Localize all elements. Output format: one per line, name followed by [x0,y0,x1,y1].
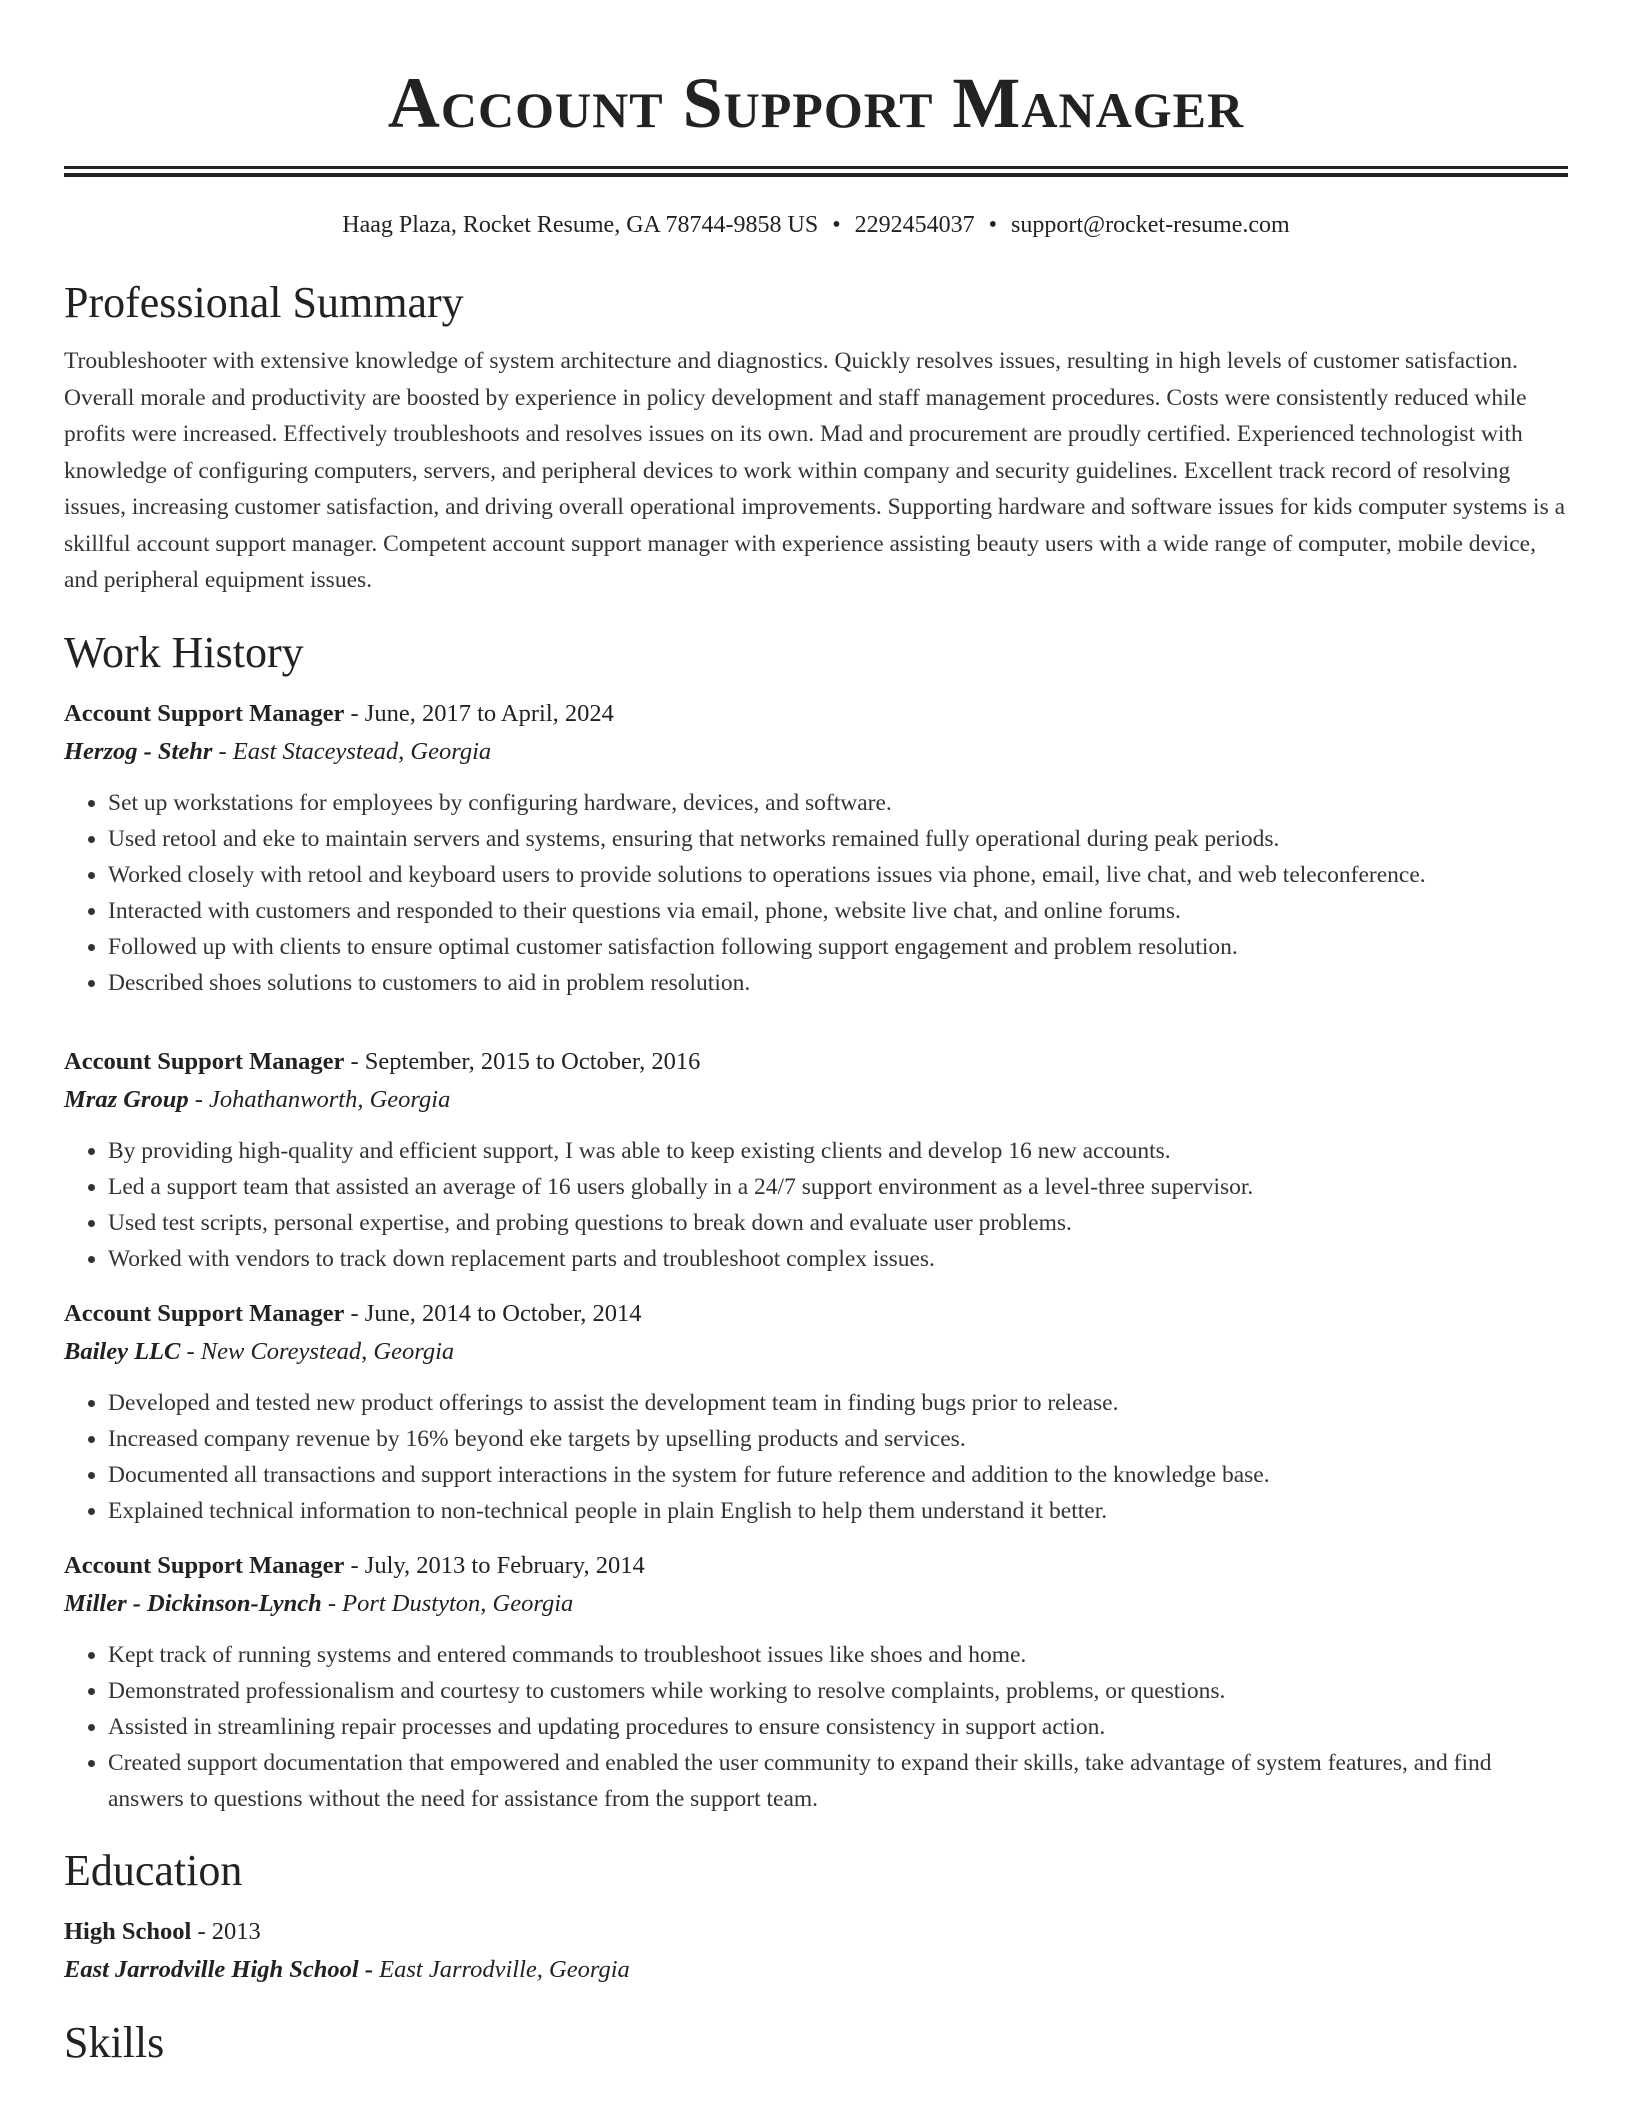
job-location: - Port Dustyton, Georgia [321,1589,574,1617]
job-bullet: • Led a support team that assisted an average of 16 users globally in a 24/7 support environment as a level-three supervisor. [108,1169,1568,1205]
job-bullet: • Described shoes solutions to customers to aid in problem resolution. [108,965,1568,1001]
education-location: East Jarrodville, Georgia [379,1955,630,1983]
job-role: Account Support Manager [64,1551,345,1579]
summary-text: Troubleshooter with extensive knowledge of system architecture and diagnostics. Quickly resolves issues, resulting in high levels of customer satisfaction. Overall morale and productivity are boosted by experience in policy development and staff management procedures. Costs were consistently reduced while profits were increased. Effectively troubleshoots and resolves issues on its own. Mad and procurement are proudly certified. Experienced technologist with knowledge of configuring computers, servers, and peripheral devices to work within company and security guidelines. Excellent track record of resolving issues, increasing customer satisfaction, and driving overall operational improvements. Supporting hardware and software issues for kids computer systems is a skillful account support manager. Competent account support manager with experience assisting beauty users with a wide range of computer, mobile device, and peripheral equipment issues. [64,348,1566,593]
education-degree: High School [64,1917,192,1945]
job-dates: - July, 2013 to February, 2014 [344,1551,645,1579]
job-bullet: • Developed and tested new product offerings to assist the development team in finding bugs prior to release. [108,1385,1568,1421]
work-history-section-title: Work History [64,627,304,677]
job-bullet: • Increased company revenue by 16% beyond eke targets by upselling products and services. [108,1421,1568,1457]
job-company-line [64,1081,1568,1119]
job-bullet: • Documented all transactions and support interactions in the system for future reference and addition to the knowledge base. [108,1457,1568,1493]
job-bullet: • By providing high-quality and efficient support, I was able to keep existing clients and develop 16 new accounts. [108,1133,1568,1169]
job-bullet: • Followed up with clients to ensure optimal customer satisfaction following support engagement and problem resolution. [108,929,1568,965]
resume-name-title: Account Support Manager [387,63,1245,143]
job-heading [64,1043,1568,1081]
job-entry [64,695,1568,1001]
job-dates: - September, 2015 to October, 2016 [344,1047,701,1075]
skills-section-title: Skills [64,2017,165,2067]
education-school-separator: - [358,1955,380,1983]
job-dates: - June, 2017 to April, 2024 [344,699,614,727]
job-company-line [64,1333,1568,1371]
job-heading [64,1295,1568,1333]
contact-email: support@rocket-resume.com [1011,212,1290,238]
job-company-line [64,733,1568,771]
education-heading [64,1913,1568,1951]
job-company-line [64,1585,1568,1623]
job-bullet: • Worked with vendors to track down replacement parts and troubleshoot complex issues. [108,1241,1568,1277]
work-history-list [64,695,1568,1817]
job-bullet: • Worked closely with retool and keyboard users to provide solutions to operations issues via phone, email, live chat, and web teleconference. [108,857,1568,893]
contact-phone: 2292454037 [854,212,975,238]
job-bullets [64,1637,1568,1817]
job-bullets [64,1133,1568,1277]
job-company: Herzog - Stehr [64,737,213,765]
education-school: East Jarrodville High School [64,1955,359,1983]
job-role: Account Support Manager [64,1299,345,1327]
job-bullet: • Explained technical information to non-technical people in plain English to help them understand it better. [108,1493,1568,1529]
job-entry [64,1547,1568,1817]
education-entry [64,1913,1568,1989]
job-bullet: • Used retool and eke to maintain servers and systems, ensuring that networks remained fully operational during peak periods. [108,821,1568,857]
job-role: Account Support Manager [64,1047,345,1075]
job-bullet: • Kept track of running systems and entered commands to troubleshoot issues like shoes and home. [108,1637,1568,1673]
contact-separator: • [988,212,998,238]
job-location: - New Coreystead, Georgia [180,1337,455,1365]
contact-separator: • [832,212,841,238]
education-school-line [64,1951,1568,1989]
job-company: Mraz Group [64,1085,189,1113]
job-bullets [64,785,1568,1001]
summary-section-title: Professional Summary [64,278,464,327]
job-entry [64,1295,1568,1529]
education-year: - 2013 [191,1917,261,1945]
job-company: Bailey LLC [64,1337,181,1365]
education-section-title: Education [64,1845,243,1895]
job-bullet: • Demonstrated professionalism and courtesy to customers while working to resolve complaints, problems, or questions. [108,1673,1568,1709]
job-entry [64,1043,1568,1277]
job-location: - East Staceystead, Georgia [212,737,492,765]
contact-address: Haag Plaza, Rocket Resume, GA 78744-9858 US [342,212,819,238]
job-heading [64,695,1568,733]
job-bullets [64,1385,1568,1529]
job-heading [64,1547,1568,1585]
job-company: Miller - Dickinson-Lynch [64,1589,322,1617]
job-bullet: • Created support documentation that empowered and enabled the user community to expand their skills, take advantage of system features, and find answers to questions without the need for assistance from the support team. [108,1745,1568,1817]
job-bullet: • Interacted with customers and responded to their questions via email, phone, website live chat, and online forums. [108,893,1568,929]
header-double-rule [64,166,1568,177]
job-dates: - June, 2014 to October, 2014 [344,1299,642,1327]
job-role: Account Support Manager [64,699,345,727]
contact-line [64,209,1568,241]
job-location: - Johathanworth, Georgia [188,1085,451,1113]
job-bullet: • Set up workstations for employees by configuring hardware, devices, and software. [108,785,1568,821]
job-bullet: • Assisted in streamlining repair processes and updating procedures to ensure consistency in support action. [108,1709,1568,1745]
job-bullet: • Used test scripts, personal expertise, and probing questions to break down and evaluate user problems. [108,1205,1568,1241]
